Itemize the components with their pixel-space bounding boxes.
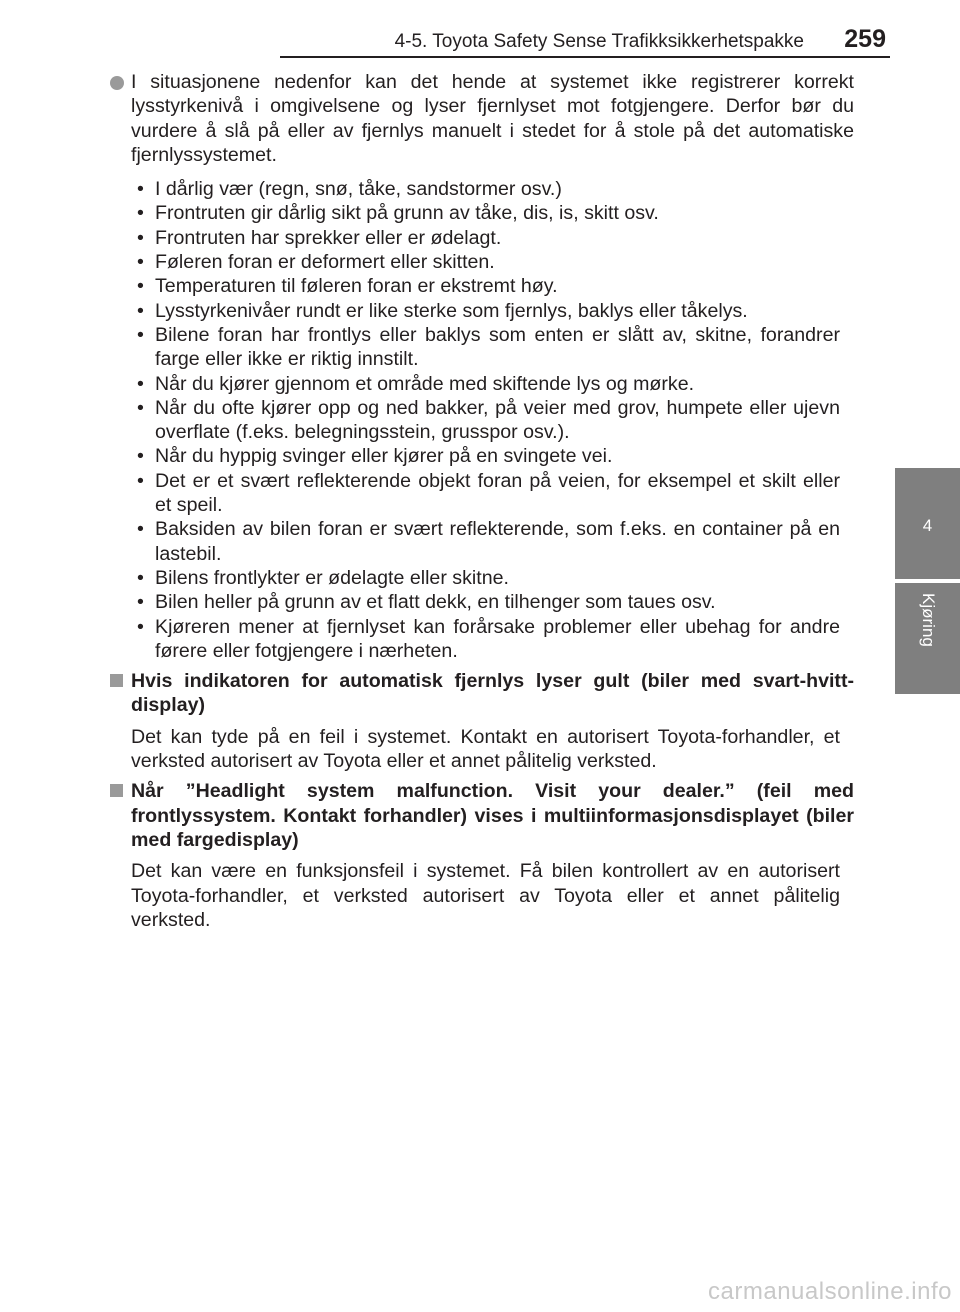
list-item: • Temperaturen til føleren foran er ekstremt høy. bbox=[131, 274, 854, 298]
watermark: carmanualsonline.info bbox=[708, 1278, 952, 1305]
list-item: • Frontruten gir dårlig sikt på grunn av tåke, dis, is, skitt osv. bbox=[131, 201, 854, 225]
note-headlight-malfunction bbox=[110, 779, 854, 932]
header-rule bbox=[280, 56, 890, 58]
list-item: • Føleren foran er deformert eller skitten. bbox=[131, 250, 854, 274]
list-item: • Når du hyppig svinger eller kjører på en svingete vei. bbox=[131, 444, 854, 468]
chapter-tab-number bbox=[895, 468, 960, 579]
list-item: • Når du ofte kjører opp og ned bakker, på veier med grov, humpete eller ujevn overflate (f.eks. belegningsstein, grusspor osv.). bbox=[131, 396, 854, 445]
note-heading: Hvis indikatoren for automatisk fjernlys lyser gult (biler med svart-hvitt-display) bbox=[131, 670, 854, 717]
list-item: • I dårlig vær (regn, snø, tåke, sandstormer osv.) bbox=[131, 177, 854, 201]
note-body: Det kan være en funksjonsfeil i systemet. Få bilen kontrollert av en autorisert Toyota-forhandler, et verksted autorisert av Toyota eller et annet pålitelig verksted. bbox=[131, 860, 840, 931]
intro-block bbox=[110, 70, 854, 167]
section-title: 4-5. Toyota Safety Sense Trafikksikkerhetspakke bbox=[394, 31, 804, 52]
page-number: 259 bbox=[844, 25, 886, 53]
list-item: • Frontruten har sprekker eller er ødelagt. bbox=[131, 226, 854, 250]
circle-bullet-icon bbox=[110, 76, 124, 90]
list-item: • Bilen heller på grunn av et flatt dekk, en tilhenger som taues osv. bbox=[131, 590, 854, 614]
list-item: • Bilene foran har frontlys eller baklys som enten er slått av, skitne, forandrer farge eller ikke er riktig innstilt. bbox=[131, 323, 854, 372]
list-item: • Baksiden av bilen foran er svært reflekterende, som f.eks. en container på en lastebil. bbox=[131, 517, 854, 566]
condition-list bbox=[131, 177, 854, 663]
chapter-tab-label bbox=[895, 583, 960, 694]
chapter-label: Kjøring bbox=[919, 593, 938, 647]
note-body: Det kan tyde på en feil i systemet. Kontakt en autorisert Toyota-forhandler, et verksted autorisert av Toyota eller et annet pålitelig verksted. bbox=[131, 725, 840, 773]
square-bullet-icon bbox=[110, 674, 123, 687]
list-item: • Kjøreren mener at fjernlyset kan forårsake problemer eller ubehag for andre førere eller fotgjengere i nærheten. bbox=[131, 615, 854, 664]
list-item: • Bilens frontlykter er ødelagte eller skitne. bbox=[131, 566, 854, 590]
list-item: • Når du kjører gjennom et område med skiftende lys og mørke. bbox=[131, 372, 854, 396]
list-item: • Det er et svært reflekterende objekt foran på veien, for eksempel et skilt eller et speil. bbox=[131, 469, 854, 518]
page-content bbox=[110, 70, 854, 932]
note-amber-indicator bbox=[110, 669, 854, 773]
chapter-number: 4 bbox=[922, 516, 933, 535]
intro-paragraph: I situasjonene nedenfor kan det hende at systemet ikke registrerer korrekt lysstyrkenivå i omgivelsene og lyser fjernlyset mot fotgjengere. Derfor bør du vurdere å slå på eller av fjernlys manuelt i stedet for å stole på det automatiske fjernlyssystemet. bbox=[131, 71, 854, 166]
square-bullet-icon bbox=[110, 784, 123, 797]
note-heading: Når ”Headlight system malfunction. Visit your dealer.” (feil med frontlyssystem. Kontakt forhandler) vises i multiinformasjonsdisplayet (biler med fargedisplay) bbox=[131, 780, 854, 851]
list-item: • Lysstyrkenivåer rundt er like sterke som fjernlys, baklys eller tåkelys. bbox=[131, 299, 854, 323]
